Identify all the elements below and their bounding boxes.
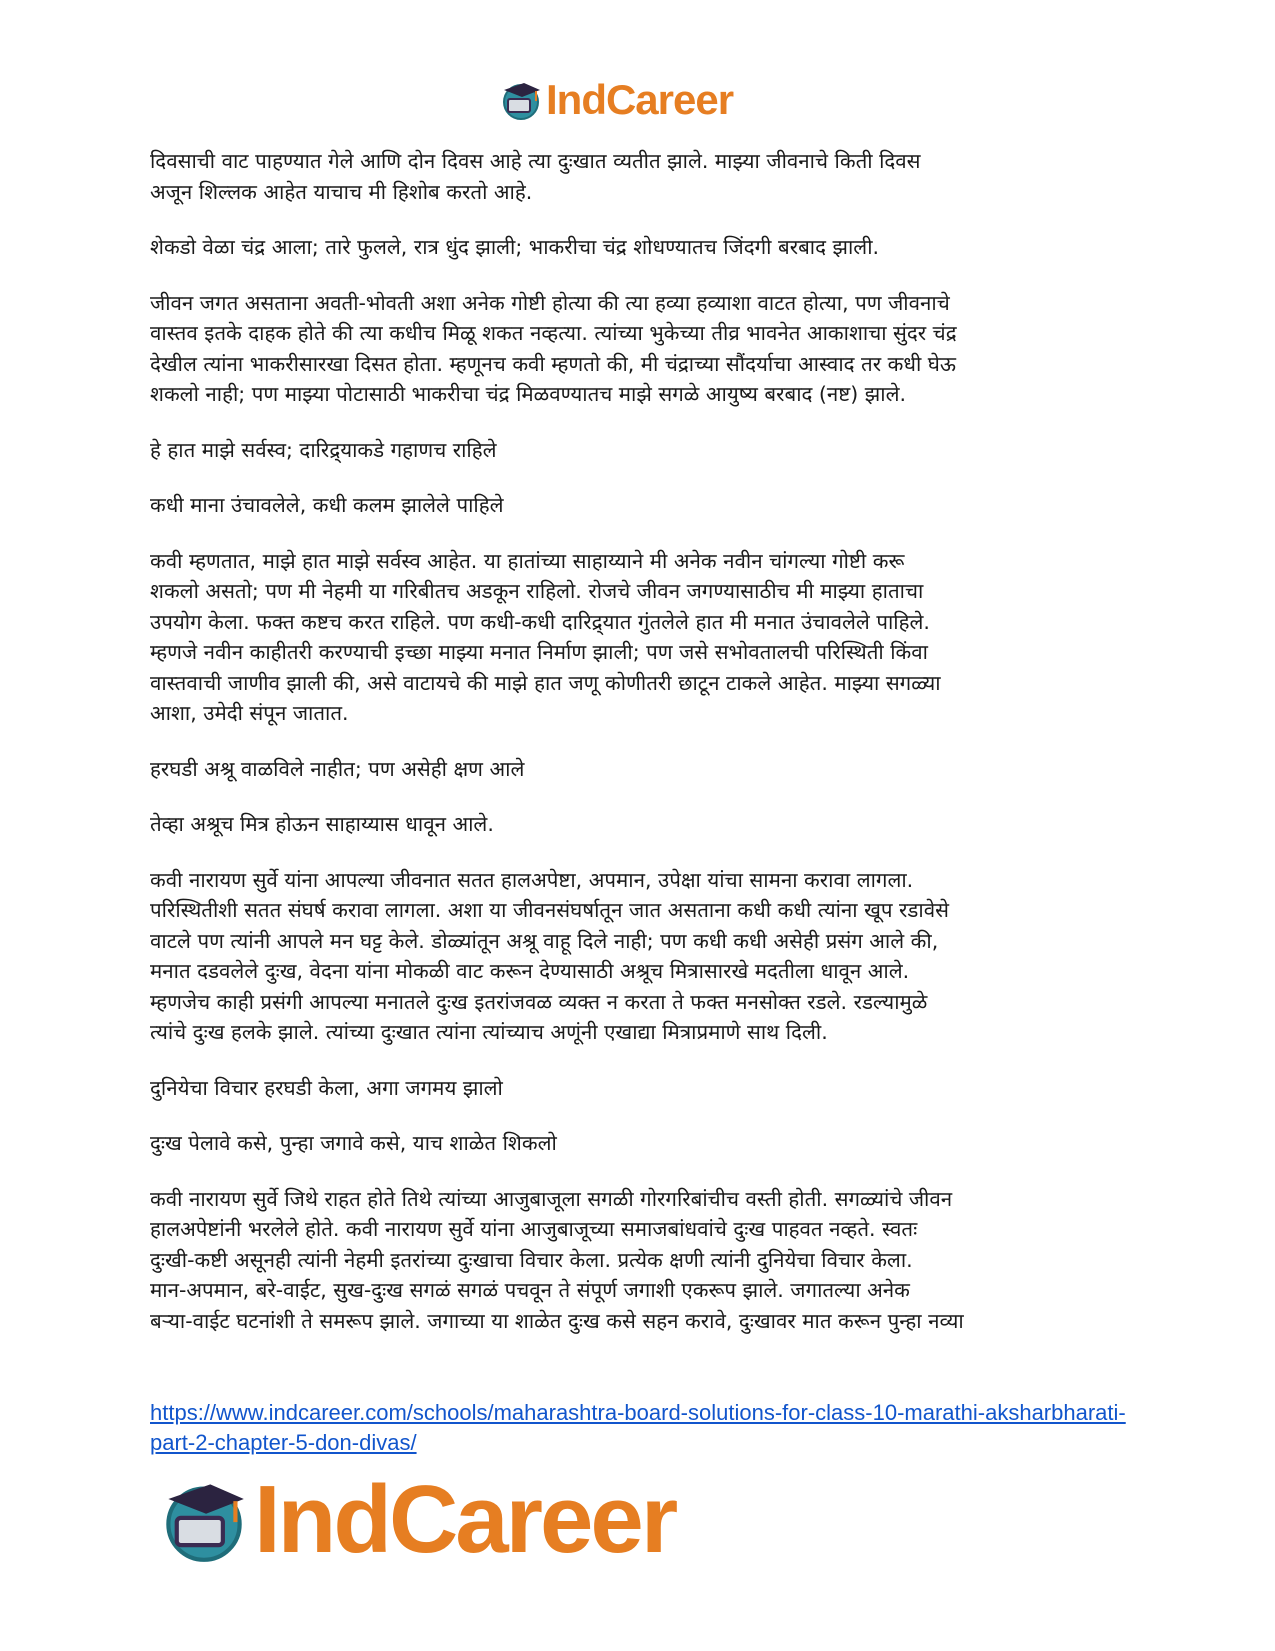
header-logo: [500, 76, 733, 124]
footer-logo: [160, 1465, 675, 1575]
paragraph: कवी नारायण सुर्वे जिथे राहत होते तिथे त्यांच्या आजुबाजूला सगळी गोरगरिबांचीच वस्ती होती. सगळ्यांचे जीवन हालअपेष्टांनी भरलेले होते. कवी नारायण सुर्वे यांना आजुबाजूच्या समाजबांधवांचे दुःख पाहवत नव्हते. स्वतः दुःखी-कष्टी असूनही त्यांनी नेहमी इतरांच्या दुःखाचा विचार केला. प्रत्येक क्षणी त्यांनी दुनियेचा विचार केला. मान-अपमान, बरे-वाईट, सुख-दुःख सगळं सगळं पचवून ते संपूर्ण जगाशी एकरूप झाले. जगातल्या अनेक बऱ्या-वाईट घटनांशी ते समरूप झाले. जगाच्या या शाळेत दुःख कसे सहन करावे, दुःखावर मात करून पुन्हा नव्या: [150, 1186, 964, 1333]
verse-line: दुनियेचा विचार हरघडी केला, अगा जगमय झालो: [150, 1075, 503, 1100]
graduation-cap-globe-icon: [500, 79, 542, 121]
verse-line: तेव्हा अश्रूच मित्र होऊन साहाय्यास धावून आले.: [150, 812, 494, 836]
footer-logo-text: IndCareer: [254, 1466, 676, 1573]
document-body: [150, 146, 1135, 1361]
verse-line: शेकडो वेळा चंद्र आला; तारे फुलले, रात्र धुंद झाली; भाकरीचा चंद्र शोधण्यातच जिंदगी बरबाद झाली.: [150, 235, 880, 259]
paragraph: दिवसाची वाट पाहण्यात गेले आणि दोन दिवस आहे त्या दुःखात व्यतीत झाले. माझ्या जीवनाचे किती दिवस अजून शिल्लक आहेत याचाच मी हिशोब करतो आहे.: [150, 149, 921, 204]
paragraph: जीवन जगत असताना अवती-भोवती अशा अनेक गोष्टी होत्या की त्या हव्या हव्याशा वाटत होत्या, पण जीवनाचे वास्तव इतके दाहक होते की त्या कधीच मिळू शकत नव्हत्या. त्यांच्या भुकेच्या तीव्र भावनेत आकाशाचा सुंदर चंद्र देखील त्यांना भाकरीसारखा दिसत होता. म्हणूनच कवी म्हणतो की, मी चंद्राच्या सौंदर्याचा आस्वाद तर कधी घेऊ शकलो नाही; पण माझ्या पोटासाठी भाकरीचा चंद्र मिळवण्यातच माझे सगळे आयुष्य बरबाद (नष्ट) झाले.: [150, 290, 957, 406]
paragraph: कवी नारायण सुर्वे यांना आपल्या जीवनात सतत हालअपेष्टा, अपमान, उपेक्षा यांचा सामना करावा लागला. परिस्थितीशी सतत संघर्ष करावा लागला. अशा या जीवनसंघर्षातून जात असताना कधी कधी त्यांना खूप रडावेसे वाटले पण त्यांनी आपले मन घट्ट केले. डोळ्यांतून अश्रू वाहू दिले नाही; पण कधी कधी असेही प्रसंग आले की, मनात दडवलेले दुःख, वेदना यांना मोकळी वाट करून देण्यासाठी अश्रूच मित्रासारखे मदतीला धावून आले. म्हणजेच काही प्रसंगी आपल्या मनातले दुःख इतरांजवळ व्यक्त न करता ते फक्त मनसोक्त रडले. रडल्यामुळे त्यांचे दुःख हलके झाले. त्यांच्या दुःखात त्यांना त्यांच्याच अणूंनी एखाद्या मित्राप्रमाणे साथ दिली.: [150, 867, 949, 1044]
verse-line: हे हात माझे सर्वस्व; दारिद्र्याकडे गहाणच राहिले: [150, 437, 497, 462]
paragraph: कवी म्हणतात, माझे हात माझे सर्वस्व आहेत. या हातांच्या साहाय्याने मी अनेक नवीन चांगल्या गोष्टी करू शकलो असतो; पण मी नेहमी या गरिबीतच अडकून राहिलो. रोजचे जीवन जगण्यासाठीच मी माझ्या हाताचा उपयोग केला. फक्त कष्टच करत राहिले. पण कधी-कधी दारिद्र्यात गुंतलेले हात मी मनात उंचावलेले पाहिले. म्हणजे नवीन काहीतरी करण्याची इच्छा माझ्या मनात निर्माण झाली; पण जसे सभोवतालची परिस्थिती किंवा वास्तवाची जाणीव झाली की, असे वाटायचे की माझे हात जणू कोणीतरी छाटून टाकले आहेत. माझ्या सगळ्या आशा, उमेदी संपून जातात.: [150, 548, 941, 725]
header-logo-text: IndCareer: [546, 76, 734, 123]
verse-line: कधी माना उंचावलेले, कधी कलम झालेले पाहिले: [150, 493, 504, 517]
graduation-cap-globe-icon: [160, 1476, 248, 1564]
verse-line: हरघडी अश्रू वाळविले नाहीत; पण असेही क्षण आले: [150, 756, 525, 781]
verse-line: दुःख पेलावे कसे, पुन्हा जगावे कसे, याच शाळेत शिकलो: [150, 1131, 557, 1155]
source-link[interactable]: https://www.indcareer.com/schools/maharashtra-board-solutions-for-class-10-marathi-aksharbharati-part-2-chapter-5-don-divas/: [150, 1400, 1126, 1455]
